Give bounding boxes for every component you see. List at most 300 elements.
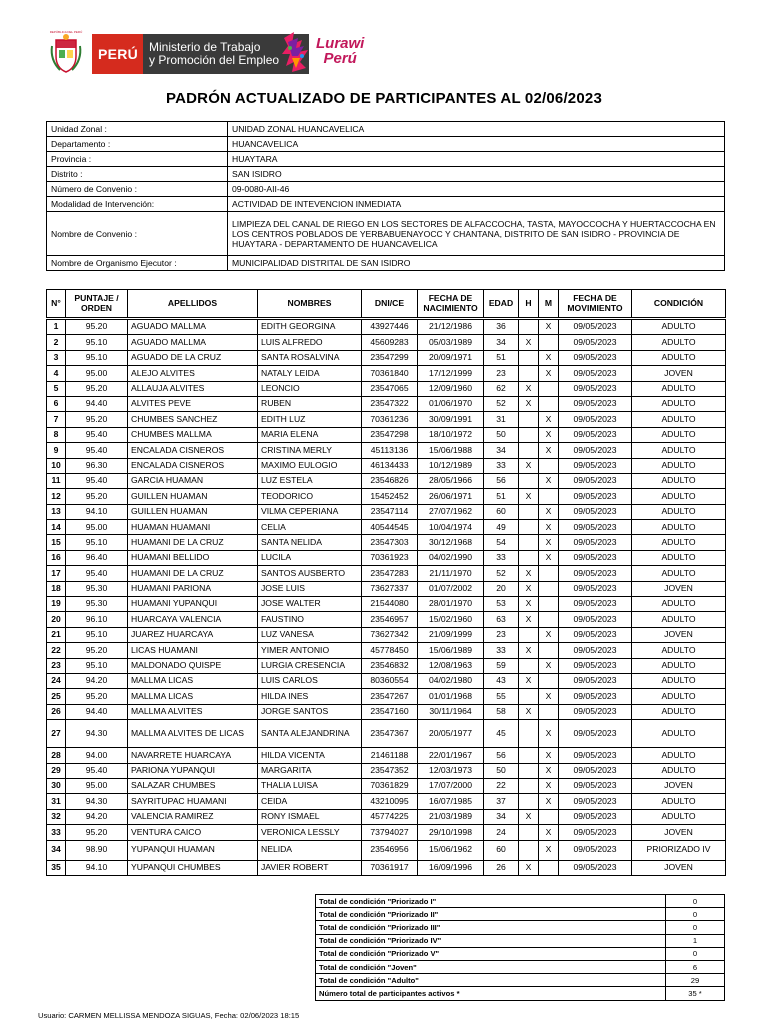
birth-date-cell: 12/03/1973 [418,763,484,778]
names-cell: YIMER ANTONIO [258,643,362,658]
row-number-cell: 1 [47,320,66,335]
dni-cell: 23547352 [362,763,418,778]
score-cell: 94.20 [66,673,128,688]
age-cell: 54 [484,535,519,550]
female-mark-cell: X [539,658,559,673]
names-cell: RUBEN [258,396,362,411]
info-label: Distrito : [47,167,228,182]
condition-cell: ADULTO [632,658,726,673]
row-number-cell: 9 [47,443,66,458]
birth-date-cell: 16/09/1996 [418,860,484,875]
info-label: Nombre de Organismo Ejecutor : [47,256,228,271]
birth-date-cell: 22/01/1967 [418,748,484,763]
info-value: MUNICIPALIDAD DISTRITAL DE SAN ISIDRO [228,256,725,271]
surnames-cell: AGUADO MALLMA [128,335,258,350]
surnames-cell: HUARCAYA VALENCIA [128,612,258,627]
age-cell: 51 [484,489,519,504]
info-label: Nombre de Convenio : [47,212,228,256]
male-mark-cell [519,840,539,860]
score-cell: 95.20 [66,381,128,396]
female-mark-cell: X [539,550,559,565]
row-number-cell: 3 [47,350,66,365]
movement-date-cell: 09/05/2023 [559,597,632,612]
age-cell: 33 [484,550,519,565]
table-row [47,412,726,427]
names-cell: LUIS CARLOS [258,673,362,688]
dni-cell: 70361923 [362,550,418,565]
info-label: Provincia : [47,152,228,167]
row-number-cell: 13 [47,504,66,519]
row-number-cell: 30 [47,778,66,793]
condition-cell: ADULTO [632,350,726,365]
movement-date-cell: 09/05/2023 [559,427,632,442]
lurawi-line1: Lurawi [316,35,365,52]
birth-date-cell: 15/06/1988 [418,443,484,458]
row-number-cell: 5 [47,381,66,396]
female-mark-cell [539,643,559,658]
condition-cell: ADULTO [632,412,726,427]
female-mark-cell: X [539,320,559,335]
column-header: H [519,290,539,318]
names-cell: LUZ VANESA [258,627,362,642]
score-cell: 94.10 [66,504,128,519]
birth-date-cell: 21/03/1989 [418,809,484,824]
birth-date-cell: 28/05/1966 [418,473,484,488]
info-value: UNIDAD ZONAL HUANCAVELICA [228,122,725,137]
totals-table [315,894,725,1001]
movement-date-cell: 09/05/2023 [559,550,632,565]
age-cell: 20 [484,581,519,596]
female-mark-cell: X [539,763,559,778]
row-number-cell: 24 [47,673,66,688]
birth-date-cell: 30/12/1968 [418,535,484,550]
row-number-cell: 33 [47,825,66,840]
male-mark-cell [519,825,539,840]
score-cell: 95.20 [66,320,128,335]
surnames-cell: HUAMANI BELLIDO [128,550,258,565]
surnames-cell: HUAMANI DE LA CRUZ [128,535,258,550]
total-label: Total de condición "Joven" [316,960,666,973]
birth-date-cell: 21/09/1999 [418,627,484,642]
movement-date-cell: 09/05/2023 [559,458,632,473]
age-cell: 37 [484,794,519,809]
female-mark-cell: X [539,366,559,381]
table-row [47,427,726,442]
birth-date-cell: 16/07/1985 [418,794,484,809]
movement-date-cell: 09/05/2023 [559,778,632,793]
row-number-cell: 6 [47,396,66,411]
male-mark-cell [519,689,539,704]
movement-date-cell: 09/05/2023 [559,473,632,488]
table-row [47,860,726,875]
surnames-cell: VALENCIA RAMIREZ [128,809,258,824]
male-mark-cell: X [519,489,539,504]
dni-cell: 70361840 [362,366,418,381]
row-number-cell: 14 [47,520,66,535]
birth-date-cell: 30/11/1964 [418,704,484,719]
table-row [47,458,726,473]
male-mark-cell: X [519,860,539,875]
dni-cell: 23546956 [362,840,418,860]
column-header: APELLIDOS [128,290,258,318]
condition-cell: ADULTO [632,597,726,612]
movement-date-cell: 09/05/2023 [559,860,632,875]
dni-cell: 45113136 [362,443,418,458]
table-row [47,396,726,411]
movement-date-cell: 09/05/2023 [559,504,632,519]
table-row [47,581,726,596]
age-cell: 23 [484,366,519,381]
score-cell: 95.20 [66,412,128,427]
surnames-cell: AGUADO DE LA CRUZ [128,350,258,365]
age-cell: 52 [484,396,519,411]
names-cell: JAVIER ROBERT [258,860,362,875]
totals-row [316,895,725,908]
condition-cell: ADULTO [632,535,726,550]
dni-cell: 23546832 [362,658,418,673]
score-cell: 95.20 [66,643,128,658]
condition-cell: ADULTO [632,335,726,350]
condition-cell: ADULTO [632,381,726,396]
escudo-label: REPÚBLICA DEL PERÚ [49,30,83,34]
score-cell: 95.40 [66,763,128,778]
male-mark-cell [519,520,539,535]
birth-date-cell: 21/11/1970 [418,566,484,581]
row-number-cell: 12 [47,489,66,504]
birth-date-cell: 05/03/1989 [418,335,484,350]
male-mark-cell [519,535,539,550]
male-mark-cell: X [519,458,539,473]
row-number-cell: 21 [47,627,66,642]
male-mark-cell [519,443,539,458]
age-cell: 31 [484,412,519,427]
table-row [47,748,726,763]
table-row [47,335,726,350]
table-row [47,840,726,860]
row-number-cell: 26 [47,704,66,719]
table-row [47,320,726,335]
female-mark-cell: X [539,427,559,442]
male-mark-cell [519,412,539,427]
condition-cell: ADULTO [632,427,726,442]
age-cell: 26 [484,860,519,875]
male-mark-cell: X [519,396,539,411]
names-cell: CEIDA [258,794,362,809]
condition-cell: ADULTO [632,566,726,581]
info-value: LIMPIEZA DEL CANAL DE RIEGO EN LOS SECTORES DE ALFACCOCHA, TASTA, MAYOCCOCHA Y HUERTACCOCHA EN LOS CENTROS POBLADOS DE YERBABUENAYOCC Y CHANTANA, DISTRITO DE SAN ISIDRO - PROVINCIA DE HUAYTARA - DEPARTAMENTO DE HUANCAVELICA [228,212,725,256]
names-cell: SANTA ROSALVINA [258,350,362,365]
male-mark-cell: X [519,581,539,596]
male-mark-cell: X [519,704,539,719]
dni-cell: 73627342 [362,627,418,642]
female-mark-cell: X [539,720,559,748]
names-cell: JOSE WALTER [258,597,362,612]
score-cell: 95.00 [66,366,128,381]
movement-date-cell: 09/05/2023 [559,566,632,581]
dni-cell: 23547283 [362,566,418,581]
names-cell: JOSE LUIS [258,581,362,596]
score-cell: 95.40 [66,566,128,581]
age-cell: 60 [484,840,519,860]
birth-date-cell: 15/06/1962 [418,840,484,860]
column-header: FECHA DE NACIMIENTO [418,290,484,318]
dni-cell: 23547160 [362,704,418,719]
condition-cell: ADULTO [632,794,726,809]
condition-cell: ADULTO [632,643,726,658]
total-label: Total de condición "Priorizado III" [316,921,666,934]
score-cell: 95.40 [66,443,128,458]
birth-date-cell: 10/12/1989 [418,458,484,473]
male-mark-cell [519,627,539,642]
total-value: 0 [666,921,725,934]
female-mark-cell: X [539,627,559,642]
peru-label: PERÚ [98,46,139,62]
age-cell: 55 [484,689,519,704]
score-cell: 95.10 [66,535,128,550]
movement-date-cell: 09/05/2023 [559,350,632,365]
movement-date-cell: 09/05/2023 [559,720,632,748]
names-cell: LUIS ALFREDO [258,335,362,350]
names-cell: CELIA [258,520,362,535]
lurawi-logo-icon [278,28,314,78]
surnames-cell: ALLAUJA ALVITES [128,381,258,396]
info-label: Modalidad de Intervención: [47,197,228,212]
movement-date-cell: 09/05/2023 [559,704,632,719]
surnames-cell: CHUMBES MALLMA [128,427,258,442]
movement-date-cell: 09/05/2023 [559,627,632,642]
surnames-cell: MALDONADO QUISPE [128,658,258,673]
table-row [47,350,726,365]
age-cell: 52 [484,566,519,581]
condition-cell: JOVEN [632,778,726,793]
birth-date-cell: 15/06/1989 [418,643,484,658]
table-row [47,473,726,488]
dni-cell: 70361236 [362,412,418,427]
condition-cell: ADULTO [632,443,726,458]
movement-date-cell: 09/05/2023 [559,763,632,778]
names-cell: LUCILA [258,550,362,565]
total-value: 0 [666,908,725,921]
table-row [47,689,726,704]
totals-row [316,974,725,987]
movement-date-cell: 09/05/2023 [559,748,632,763]
score-cell: 95.40 [66,427,128,442]
surnames-cell: ENCALADA CISNEROS [128,458,258,473]
page-title: PADRÓN ACTUALIZADO DE PARTICIPANTES AL 02/06/2023 [166,90,602,107]
female-mark-cell [539,566,559,581]
surnames-cell: HUAMANI YUPANQUI [128,597,258,612]
surnames-cell: GARCIA HUAMAN [128,473,258,488]
male-mark-cell [519,720,539,748]
movement-date-cell: 09/05/2023 [559,809,632,824]
row-number-cell: 18 [47,581,66,596]
condition-cell: ADULTO [632,320,726,335]
age-cell: 34 [484,335,519,350]
condition-cell: ADULTO [632,550,726,565]
surnames-cell: SALAZAR CHUMBES [128,778,258,793]
row-number-cell: 2 [47,335,66,350]
dni-cell: 23547267 [362,689,418,704]
male-mark-cell [519,473,539,488]
male-mark-cell: X [519,643,539,658]
birth-date-cell: 27/07/1962 [418,504,484,519]
score-cell: 94.40 [66,704,128,719]
movement-date-cell: 09/05/2023 [559,643,632,658]
surnames-cell: GUILLEN HUAMAN [128,504,258,519]
birth-date-cell: 29/10/1998 [418,825,484,840]
table-row [47,794,726,809]
age-cell: 36 [484,320,519,335]
movement-date-cell: 09/05/2023 [559,825,632,840]
names-cell: VILMA CEPERIANA [258,504,362,519]
condition-cell: ADULTO [632,504,726,519]
surnames-cell: PARIONA YUPANQUI [128,763,258,778]
table-row [47,704,726,719]
age-cell: 24 [484,825,519,840]
dni-cell: 70361917 [362,860,418,875]
surnames-cell: LICAS HUAMANI [128,643,258,658]
dni-cell: 70361829 [362,778,418,793]
age-cell: 33 [484,458,519,473]
male-mark-cell [519,763,539,778]
age-cell: 23 [484,627,519,642]
movement-date-cell: 09/05/2023 [559,335,632,350]
column-header: CONDICIÓN [632,290,726,318]
table-row [47,381,726,396]
score-cell: 95.00 [66,520,128,535]
dni-cell: 23546957 [362,612,418,627]
age-cell: 56 [484,473,519,488]
participants-table [46,289,726,876]
age-cell: 58 [484,704,519,719]
row-number-cell: 16 [47,550,66,565]
score-cell: 94.30 [66,720,128,748]
surnames-cell: VENTURA CAICO [128,825,258,840]
agreement-info-table [46,121,725,271]
movement-date-cell: 09/05/2023 [559,840,632,860]
birth-date-cell: 17/12/1999 [418,366,484,381]
female-mark-cell [539,612,559,627]
table-row [47,550,726,565]
movement-date-cell: 09/05/2023 [559,443,632,458]
surnames-cell: HUAMANI PARIONA [128,581,258,596]
movement-date-cell: 09/05/2023 [559,535,632,550]
female-mark-cell: X [539,794,559,809]
info-value: HUANCAVELICA [228,137,725,152]
female-mark-cell: X [539,443,559,458]
surnames-cell: MALLMA ALVITES [128,704,258,719]
movement-date-cell: 09/05/2023 [559,396,632,411]
condition-cell: PRIORIZADO IV [632,840,726,860]
row-number-cell: 7 [47,412,66,427]
names-cell: SANTA ALEJANDRINA [258,720,362,748]
row-number-cell: 17 [47,566,66,581]
birth-date-cell: 28/01/1970 [418,597,484,612]
male-mark-cell [519,658,539,673]
score-cell: 94.40 [66,396,128,411]
row-number-cell: 28 [47,748,66,763]
coat-of-arms-icon [48,32,84,74]
age-cell: 50 [484,427,519,442]
table-row [47,778,726,793]
dni-cell: 23547322 [362,396,418,411]
dni-cell: 23547367 [362,720,418,748]
birth-date-cell: 01/06/1970 [418,396,484,411]
table-row [47,763,726,778]
score-cell: 96.30 [66,458,128,473]
condition-cell: JOVEN [632,627,726,642]
dni-cell: 23547065 [362,381,418,396]
female-mark-cell: X [539,350,559,365]
condition-cell: JOVEN [632,825,726,840]
surnames-cell: MALLMA LICAS [128,689,258,704]
movement-date-cell: 09/05/2023 [559,689,632,704]
row-number-cell: 4 [47,366,66,381]
totals-row [316,921,725,934]
dni-cell: 46134433 [362,458,418,473]
score-cell: 94.00 [66,748,128,763]
female-mark-cell [539,396,559,411]
table-row [47,443,726,458]
female-mark-cell [539,335,559,350]
names-cell: EDITH GEORGINA [258,320,362,335]
male-mark-cell [519,778,539,793]
female-mark-cell [539,489,559,504]
female-mark-cell: X [539,778,559,793]
movement-date-cell: 09/05/2023 [559,366,632,381]
female-mark-cell: X [539,689,559,704]
male-mark-cell [519,748,539,763]
column-header: PUNTAJE / ORDEN [66,290,128,318]
row-number-cell: 35 [47,860,66,875]
male-mark-cell: X [519,612,539,627]
dni-cell: 23546826 [362,473,418,488]
info-row [47,122,725,137]
total-label: Total de condición "Adulto" [316,974,666,987]
table-row [47,535,726,550]
row-number-cell: 27 [47,720,66,748]
dni-cell: 45778450 [362,643,418,658]
birth-date-cell: 17/07/2000 [418,778,484,793]
score-cell: 98.90 [66,840,128,860]
male-mark-cell [519,427,539,442]
column-header: DNI/CE [362,290,418,318]
row-number-cell: 11 [47,473,66,488]
female-mark-cell: X [539,520,559,535]
table-row [47,658,726,673]
birth-date-cell: 04/02/1990 [418,550,484,565]
male-mark-cell: X [519,809,539,824]
names-cell: FAUSTINO [258,612,362,627]
totals-row [316,934,725,947]
female-mark-cell [539,458,559,473]
movement-date-cell: 09/05/2023 [559,520,632,535]
birth-date-cell: 26/06/1971 [418,489,484,504]
score-cell: 95.20 [66,489,128,504]
birth-date-cell: 30/09/1991 [418,412,484,427]
names-cell: MARIA ELENA [258,427,362,442]
info-label: Número de Convenio : [47,182,228,197]
dni-cell: 40544545 [362,520,418,535]
score-cell: 94.20 [66,809,128,824]
surnames-cell: MALLMA LICAS [128,673,258,688]
footer-user-info: Usuario: CARMEN MELLISSA MENDOZA SIGUAS, Fecha: 02/06/2023 18:15 [38,1011,300,1020]
surnames-cell: SAYRITUPAC HUAMANI [128,794,258,809]
age-cell: 34 [484,443,519,458]
column-header: NOMBRES [258,290,362,318]
table-row [47,504,726,519]
surnames-cell: GUILLEN HUAMAN [128,489,258,504]
